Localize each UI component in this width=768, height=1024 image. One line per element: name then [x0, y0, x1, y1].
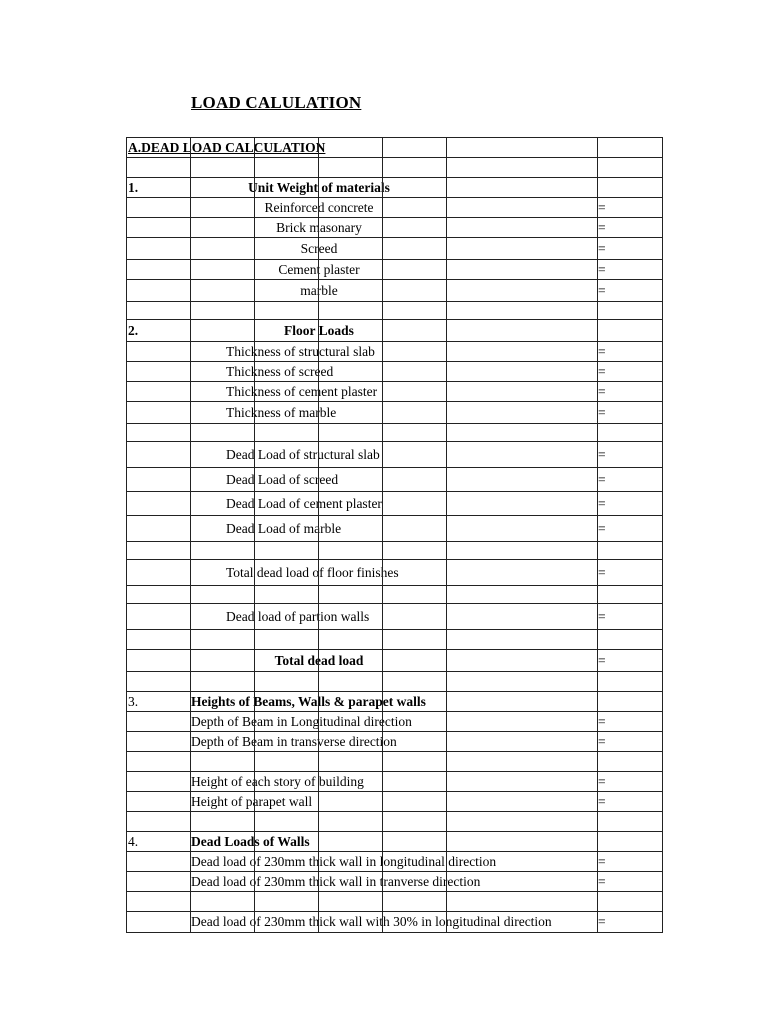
table-row: [126, 650, 662, 672]
load-calculation-table: [126, 137, 662, 933]
equals-cell: =: [598, 240, 606, 256]
table-row: [126, 382, 662, 402]
equals-cell: =: [598, 853, 606, 869]
table-row: [126, 468, 662, 492]
row-label: Depth of Beam in transverse direction: [191, 733, 397, 749]
blank-row: [126, 302, 662, 320]
row-label: Total dead load: [274, 652, 364, 668]
equals-cell: =: [598, 261, 606, 277]
table-row: [126, 692, 662, 712]
table-row: [126, 342, 662, 362]
equals-cell: =: [598, 914, 606, 930]
page-title: LOAD CALULATION: [191, 93, 362, 112]
row-label: marble: [300, 282, 338, 298]
blank-row: [126, 158, 662, 178]
table-row: [126, 712, 662, 732]
section-number: 1.: [128, 179, 139, 195]
blank-row: [126, 630, 662, 650]
table-row: [126, 604, 662, 630]
row-label: Floor Loads: [284, 322, 354, 338]
row-label: Thickness of cement plaster: [226, 383, 378, 399]
table-row: [126, 852, 662, 872]
row-label: Dead load of 230mm thick wall with 30% in longitudinal direction: [191, 914, 552, 930]
equals-cell: =: [598, 652, 606, 668]
equals-cell: =: [598, 793, 606, 809]
row-label: Unit Weight of materials: [248, 179, 390, 195]
equals-cell: =: [598, 495, 606, 511]
table-row: [126, 912, 662, 933]
row-label: Height of each story of building: [191, 773, 364, 789]
row-label: Thickness of structural slab: [226, 343, 375, 359]
row-label: Dead Load of structural slab: [226, 446, 380, 462]
table-row: [126, 772, 662, 792]
table-row: [126, 138, 662, 158]
blank-row: [126, 424, 662, 442]
equals-cell: =: [598, 199, 606, 215]
table-row: [126, 280, 662, 302]
equals-cell: =: [598, 873, 606, 889]
row-label: Brick masonary: [276, 219, 362, 235]
table-row: [126, 792, 662, 812]
section-number: 2.: [128, 322, 139, 338]
equals-cell: =: [598, 282, 606, 298]
equals-cell: =: [598, 219, 606, 235]
table-row: [126, 402, 662, 424]
table-row: [126, 218, 662, 238]
equals-cell: =: [598, 773, 606, 789]
row-label: Heights of Beams, Walls & parapet walls: [191, 693, 426, 709]
equals-cell: =: [598, 446, 606, 462]
equals-cell: =: [598, 404, 606, 420]
equals-cell: =: [598, 733, 606, 749]
row-label: Total dead load of floor finishes: [226, 564, 399, 580]
column-divider: [254, 137, 255, 933]
equals-cell: =: [598, 564, 606, 580]
blank-row: [126, 586, 662, 604]
equals-cell: =: [598, 713, 606, 729]
equals-cell: =: [598, 520, 606, 536]
row-label: Dead Load of screed: [226, 471, 339, 487]
blank-row: [126, 542, 662, 560]
row-label: Dead load of partion walls: [226, 608, 370, 624]
table-row: [126, 732, 662, 752]
table-row: [126, 260, 662, 280]
table-row: [126, 320, 662, 342]
table-row: [126, 178, 662, 198]
table-row: [126, 442, 662, 468]
section-number: 4.: [128, 833, 139, 849]
row-label: Cement plaster: [278, 261, 360, 277]
table-row: [126, 238, 662, 260]
column-divider: [318, 137, 319, 933]
blank-row: [126, 752, 662, 772]
equals-cell: =: [598, 383, 606, 399]
row-label: Dead Loads of Walls: [191, 833, 310, 849]
column-divider: [190, 137, 191, 933]
equals-cell: =: [598, 471, 606, 487]
column-divider: [126, 137, 127, 933]
row-label: Dead Load of marble: [226, 520, 342, 536]
row-label: Depth of Beam in Longitudinal direction: [191, 713, 412, 729]
table-row: [126, 872, 662, 892]
table-row: [126, 516, 662, 542]
row-label: Dead load of 230mm thick wall in longitudinal direction: [191, 853, 497, 869]
section-number: A.DEAD LOAD CALCULATION: [128, 139, 326, 155]
column-divider: [662, 137, 663, 933]
column-divider: [446, 137, 447, 933]
column-divider: [382, 137, 383, 933]
table-row: [126, 560, 662, 586]
row-label: Dead load of 230mm thick wall in tranverse direction: [191, 873, 481, 889]
blank-row: [126, 892, 662, 912]
section-number: 3.: [128, 693, 139, 709]
row-label: Thickness of marble: [226, 404, 337, 420]
row-label: Screed: [300, 240, 338, 256]
blank-row: [126, 672, 662, 692]
column-divider: [597, 137, 598, 933]
equals-cell: =: [598, 608, 606, 624]
equals-cell: =: [598, 343, 606, 359]
row-label: Dead Load of cement plaster: [226, 495, 382, 511]
table-row: [126, 832, 662, 852]
row-label: Thickness of screed: [226, 363, 334, 379]
blank-row: [126, 812, 662, 832]
table-row: [126, 198, 662, 218]
table-row: [126, 362, 662, 382]
row-label: Reinforced concrete: [264, 199, 374, 215]
equals-cell: =: [598, 363, 606, 379]
table-row: [126, 492, 662, 516]
row-label: Height of parapet wall: [191, 793, 313, 809]
